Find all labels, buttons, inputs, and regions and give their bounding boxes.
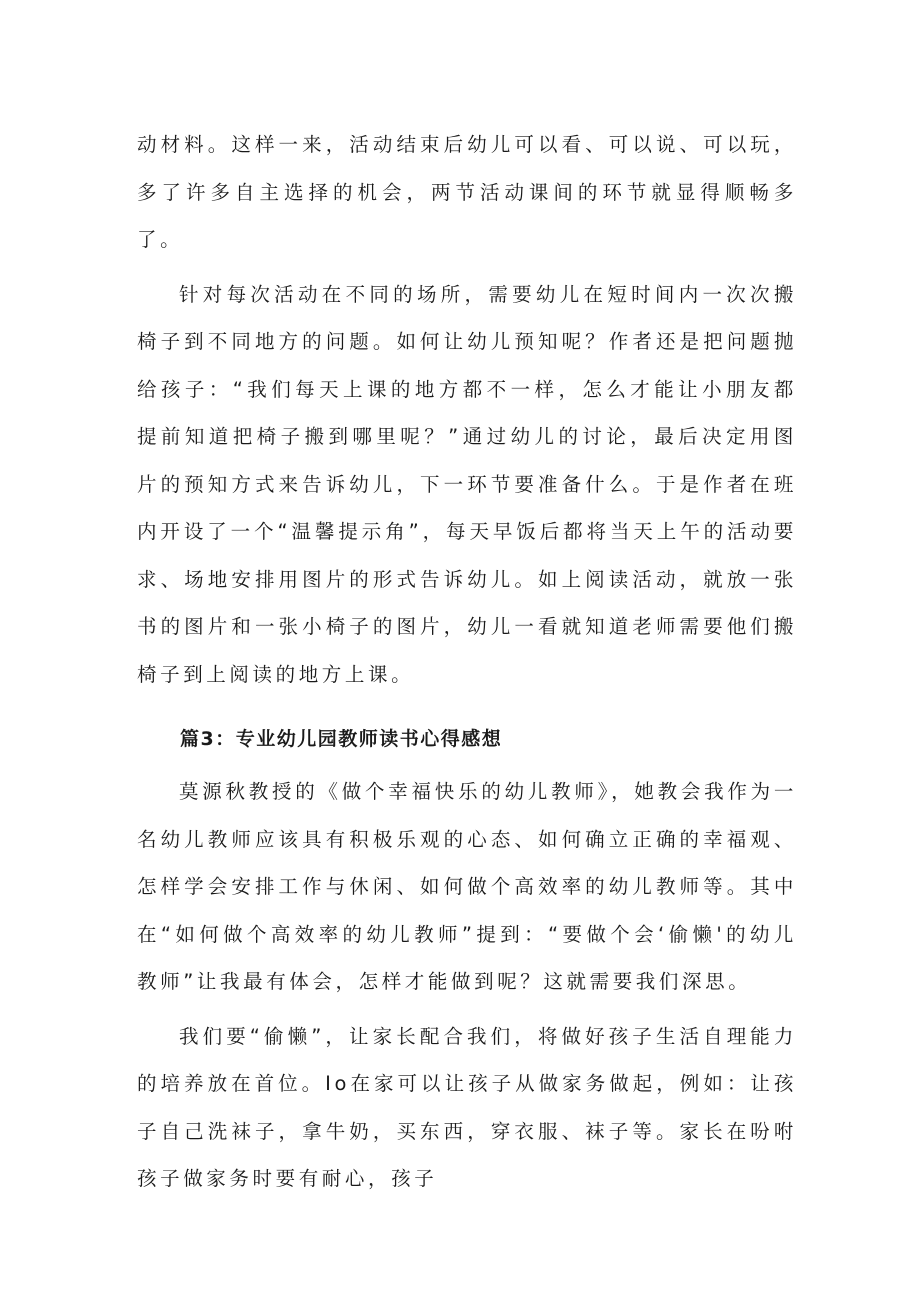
paragraph-parent-cooperation: 我们要“偷懒”，让家长配合我们，将做好孩子生活自理能力的培养放在首位。Io在家可以让孩子从做家务做起，例如：让孩子自己洗袜子，拿牛奶，买东西，穿衣服、袜子等。家长在吩咐孩子做家务时要有耐心，孩子 (137, 1024, 797, 1190)
section-title: 篇3：专业幼儿园教师读书心得感想 (180, 728, 503, 750)
paragraph-chair-preview: 针对每次活动在不同的场所，需要幼儿在短时间内一次次搬椅子到不同地方的问题。如何让幼儿预知呢？作者还是把问题抛给孩子：“我们每天上课的地方都不一样，怎么才能让小朋友都提前知道把椅子搬到哪里呢？”通过幼儿的讨论，最后决定用图片的预知方式来告诉幼儿，下一环节要准备什么。于是作者在班内开设了一个“温馨提示角”，每天早饭后都将当天上午的活动要求、场地安排用图片的形式告诉幼儿。如上阅读活动，就放一张书的图片和一张小椅子的图片，幼儿一看就知道老师需要他们搬椅子到上阅读的地方上课。 (137, 282, 797, 686)
paragraph-continuation: 动材料。这样一来，活动结束后幼儿可以看、可以说、可以玩，多了许多自主选择的机会，两节活动课间的环节就显得顺畅多了。 (137, 133, 797, 251)
paragraph-book-review: 莫源秋教授的《做个幸福快乐的幼儿教师》，她教会我作为一名幼儿教师应该具有积极乐观的心态、如何确立正确的幸福观、怎样学会安排工作与休闲、如何做个高效率的幼儿教师等。其中在“如何做个高效率的幼儿教师”提到：“要做个会‘偷懒'的幼儿教师”让我最有体会，怎样才能做到呢？这就需要我们深思。 (137, 780, 797, 993)
document-body (137, 121, 797, 1203)
